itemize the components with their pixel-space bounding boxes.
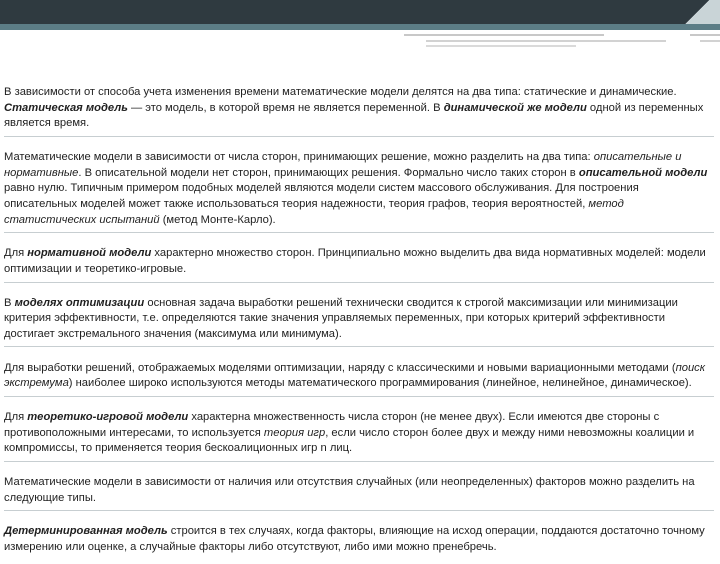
paragraph-time-accounting — [4, 83, 714, 137]
term-normative-model: нормативной модели — [27, 247, 152, 260]
text-run: — это модель, в которой время не является переменной. В — [127, 101, 444, 114]
term-dynamic-model: динамической же модели — [443, 101, 587, 114]
paragraph-normative-model — [4, 244, 714, 282]
paragraph-deterministic-model — [4, 522, 714, 559]
text-run: Для выработки решений, отображаемых моделями оптимизации, наряду с классическими и новыми вариационными методами ( — [4, 361, 676, 374]
decorative-line — [404, 34, 604, 36]
page-corner-fold — [674, 0, 720, 24]
term-deterministic-model: Детерминированная модель — [4, 525, 168, 538]
term-descriptive-normative: описательные и нормативные — [4, 151, 682, 179]
paragraph-decision-sides — [4, 148, 714, 233]
paragraph-game-theory-model — [4, 408, 714, 462]
text-run: характерно множество сторон. Принципиально можно выделить два вида нормативных моделей: модели оптимизации и теоретико-игровые. — [4, 247, 706, 275]
slide-text-body — [4, 72, 714, 564]
text-run: равно нулю. Типичным примером подобных моделей являются модели систем массового обслуживания. Для построения описательных моделей может также использоваться теория надежности, теория графов, теория вероятностей, — [4, 182, 639, 210]
term-game-theoretic-model: теоретико-игровой модели — [27, 411, 189, 424]
term-descriptive-model: описательной модели — [578, 166, 708, 179]
text-run: В — [4, 296, 15, 309]
text-run: , если число сторон более двух и между ними невозможны коалиции и компромиссы, то применяется теория бескоалиционных игр n лиц. — [4, 426, 695, 455]
slide-header-bar — [0, 0, 720, 24]
paragraph-optimization-models — [4, 294, 714, 348]
text-run: Математические модели в зависимости от наличия или отсутствия случайных (или неопределенных) факторов можно разделить на следующие типы. — [4, 476, 695, 504]
text-run: основная задача выработки решений технически сводится к строгой максимизации или минимизации критерия эффективности, т.е. определяются такие значения управляемых переменных, при которых критерий эффективности достигает экстремального значения (максимума или минимума). — [4, 296, 678, 340]
text-run: В зависимости от способа учета изменения времени математические модели делятся на два типа: статические и динамические. — [4, 86, 677, 99]
term-statistical-testing: метод статистических испытаний — [4, 197, 624, 226]
decorative-line — [690, 34, 720, 36]
text-run: (метод Монте-Карло). — [159, 213, 276, 226]
term-game-theory: теория игр — [263, 426, 326, 439]
slide-header-accent-band — [0, 24, 720, 30]
term-optimization-models: моделях оптимизации — [14, 296, 145, 309]
decorative-line — [700, 40, 720, 42]
text-run: Для — [4, 411, 28, 424]
text-run: одной из переменных является время. — [4, 101, 704, 130]
text-run: Для — [4, 247, 28, 260]
text-run: строится в тех случаях, когда факторы, влияющие на исход операции, поддаются достаточно точному измерению или оценке, а случайные факторы либо отсутствуют, либо ими можно пренебречь. — [4, 525, 705, 553]
paragraph-optimization-methods — [4, 359, 714, 397]
text-run: . В описательной модели нет сторон, принимающих решения. Формально число таких сторон в — [78, 166, 579, 179]
term-extremum-search: поиск экстремума — [4, 361, 706, 390]
term-static-model: Статическая модель — [4, 101, 128, 114]
text-run: ) наиболее широко используются методы математического программирования (линейное, нелинейное, динамическое). — [68, 377, 692, 390]
text-run: характерна множественность числа сторон (не менее двух). Если имеются две стороны с противоположными интересами, то используется — [4, 411, 660, 439]
text-run: Математические модели в зависимости от числа сторон, принимающих решение, можно разделить на два типа: — [4, 151, 594, 164]
decorative-line — [426, 40, 666, 42]
decorative-line — [426, 45, 576, 47]
paragraph-random-factors — [4, 473, 714, 511]
